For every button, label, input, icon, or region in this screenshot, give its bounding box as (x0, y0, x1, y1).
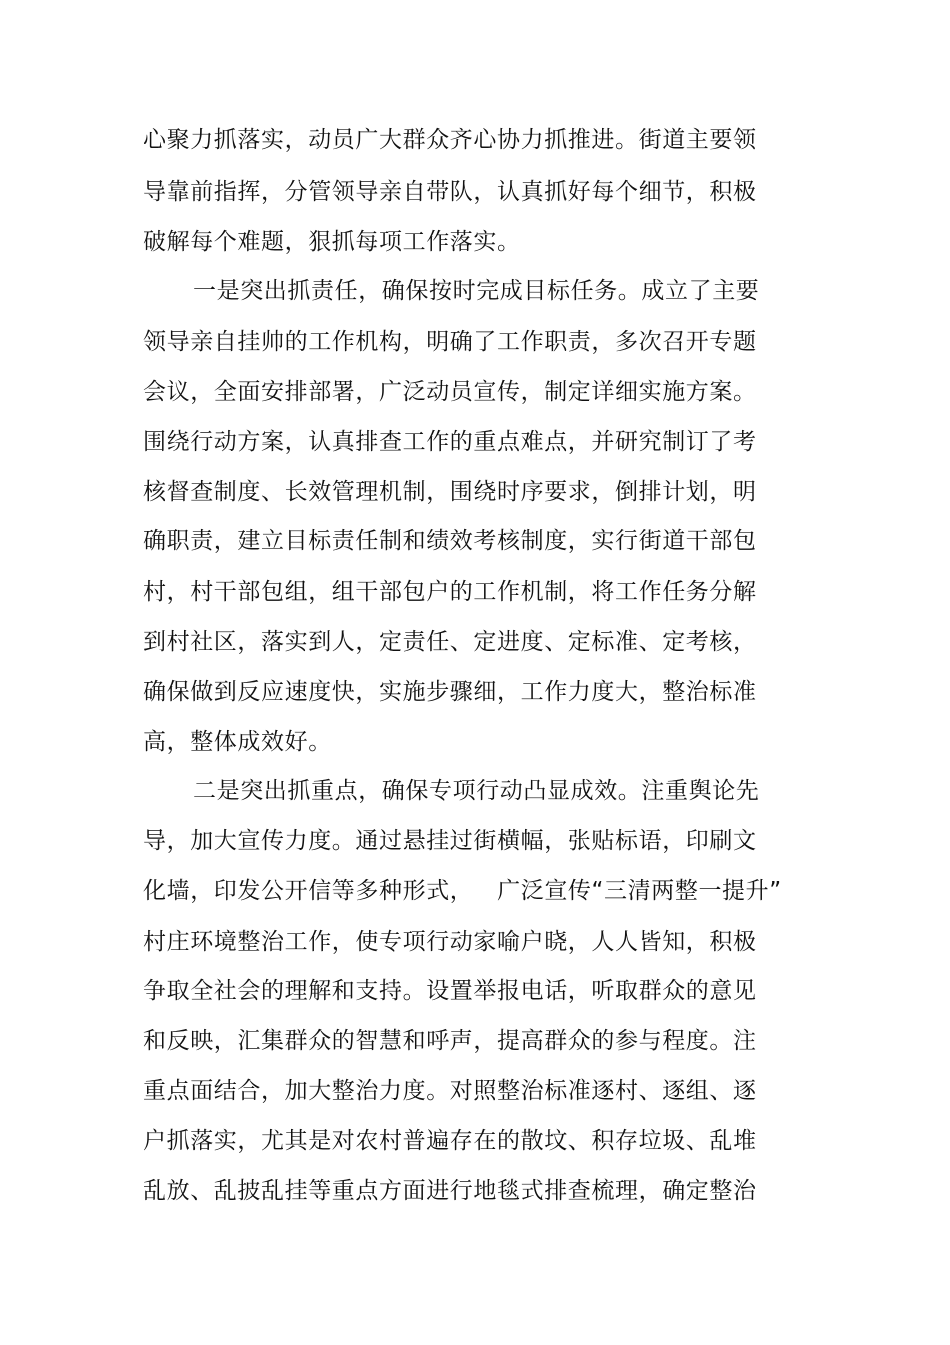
paragraph-first-line: 一是突出抓责任，确保按时完成目标任务。成立了主要 (193, 278, 760, 304)
text-line: 确保做到反应速度快，实施步骤细，工作力度大，整治标准 (143, 679, 757, 705)
text-line: 和反映，汇集群众的智慧和呼声，提高群众的参与程度。注 (143, 1028, 757, 1054)
text-line: 导靠前指挥，分管领导亲自带队，认真抓好每个细节，积极 (143, 179, 757, 205)
text-line: 领导亲自挂帅的工作机构，明确了工作职责，多次召开专题 (143, 329, 757, 355)
text-line: 确职责，建立目标责任制和绩效考核制度，实行街道干部包 (143, 528, 757, 554)
text-line: 破解每个难题，狠抓每项工作落实。 (143, 229, 521, 255)
text-line: 化墙，印发公开信等多种形式， 广泛宣传“三清两整一提升” (143, 878, 782, 904)
text-line: 到村社区，落实到人，定责任、定进度、定标准、定考核， (143, 629, 757, 655)
text-line: 围绕行动方案，认真排查工作的重点难点，并研究制订了考 (143, 429, 757, 455)
text-line: 村庄环境整治工作，使专项行动家喻户晓，人人皆知，积极 (143, 929, 757, 955)
paragraph-first-line: 二是突出抓重点，确保专项行动凸显成效。注重舆论先 (193, 778, 760, 804)
text-line: 导，加大宣传力度。通过悬挂过街横幅，张贴标语，印刷文 (143, 828, 757, 854)
text-line: 乱放、乱披乱挂等重点方面进行地毯式排查梳理，确定整治 (143, 1178, 757, 1204)
text-line: 重点面结合，加大整治力度。对照整治标准逐村、逐组、逐 (143, 1078, 757, 1104)
text-line: 争取全社会的理解和支持。设置举报电话，听取群众的意见 (143, 978, 757, 1004)
text-line: 高，整体成效好。 (143, 729, 332, 755)
text-line: 心聚力抓落实，动员广大群众齐心协力抓推进。街道主要领 (143, 127, 757, 153)
text-line: 户抓落实，尤其是对农村普遍存在的散坟、积存垃圾、乱堆 (143, 1128, 757, 1154)
text-line: 核督查制度、长效管理机制，围绕时序要求，倒排计划，明 (143, 479, 757, 505)
text-line: 会议，全面安排部署，广泛动员宣传，制定详细实施方案。 (143, 379, 757, 405)
text-line: 村，村干部包组，组干部包户的工作机制，将工作任务分解 (143, 579, 757, 605)
